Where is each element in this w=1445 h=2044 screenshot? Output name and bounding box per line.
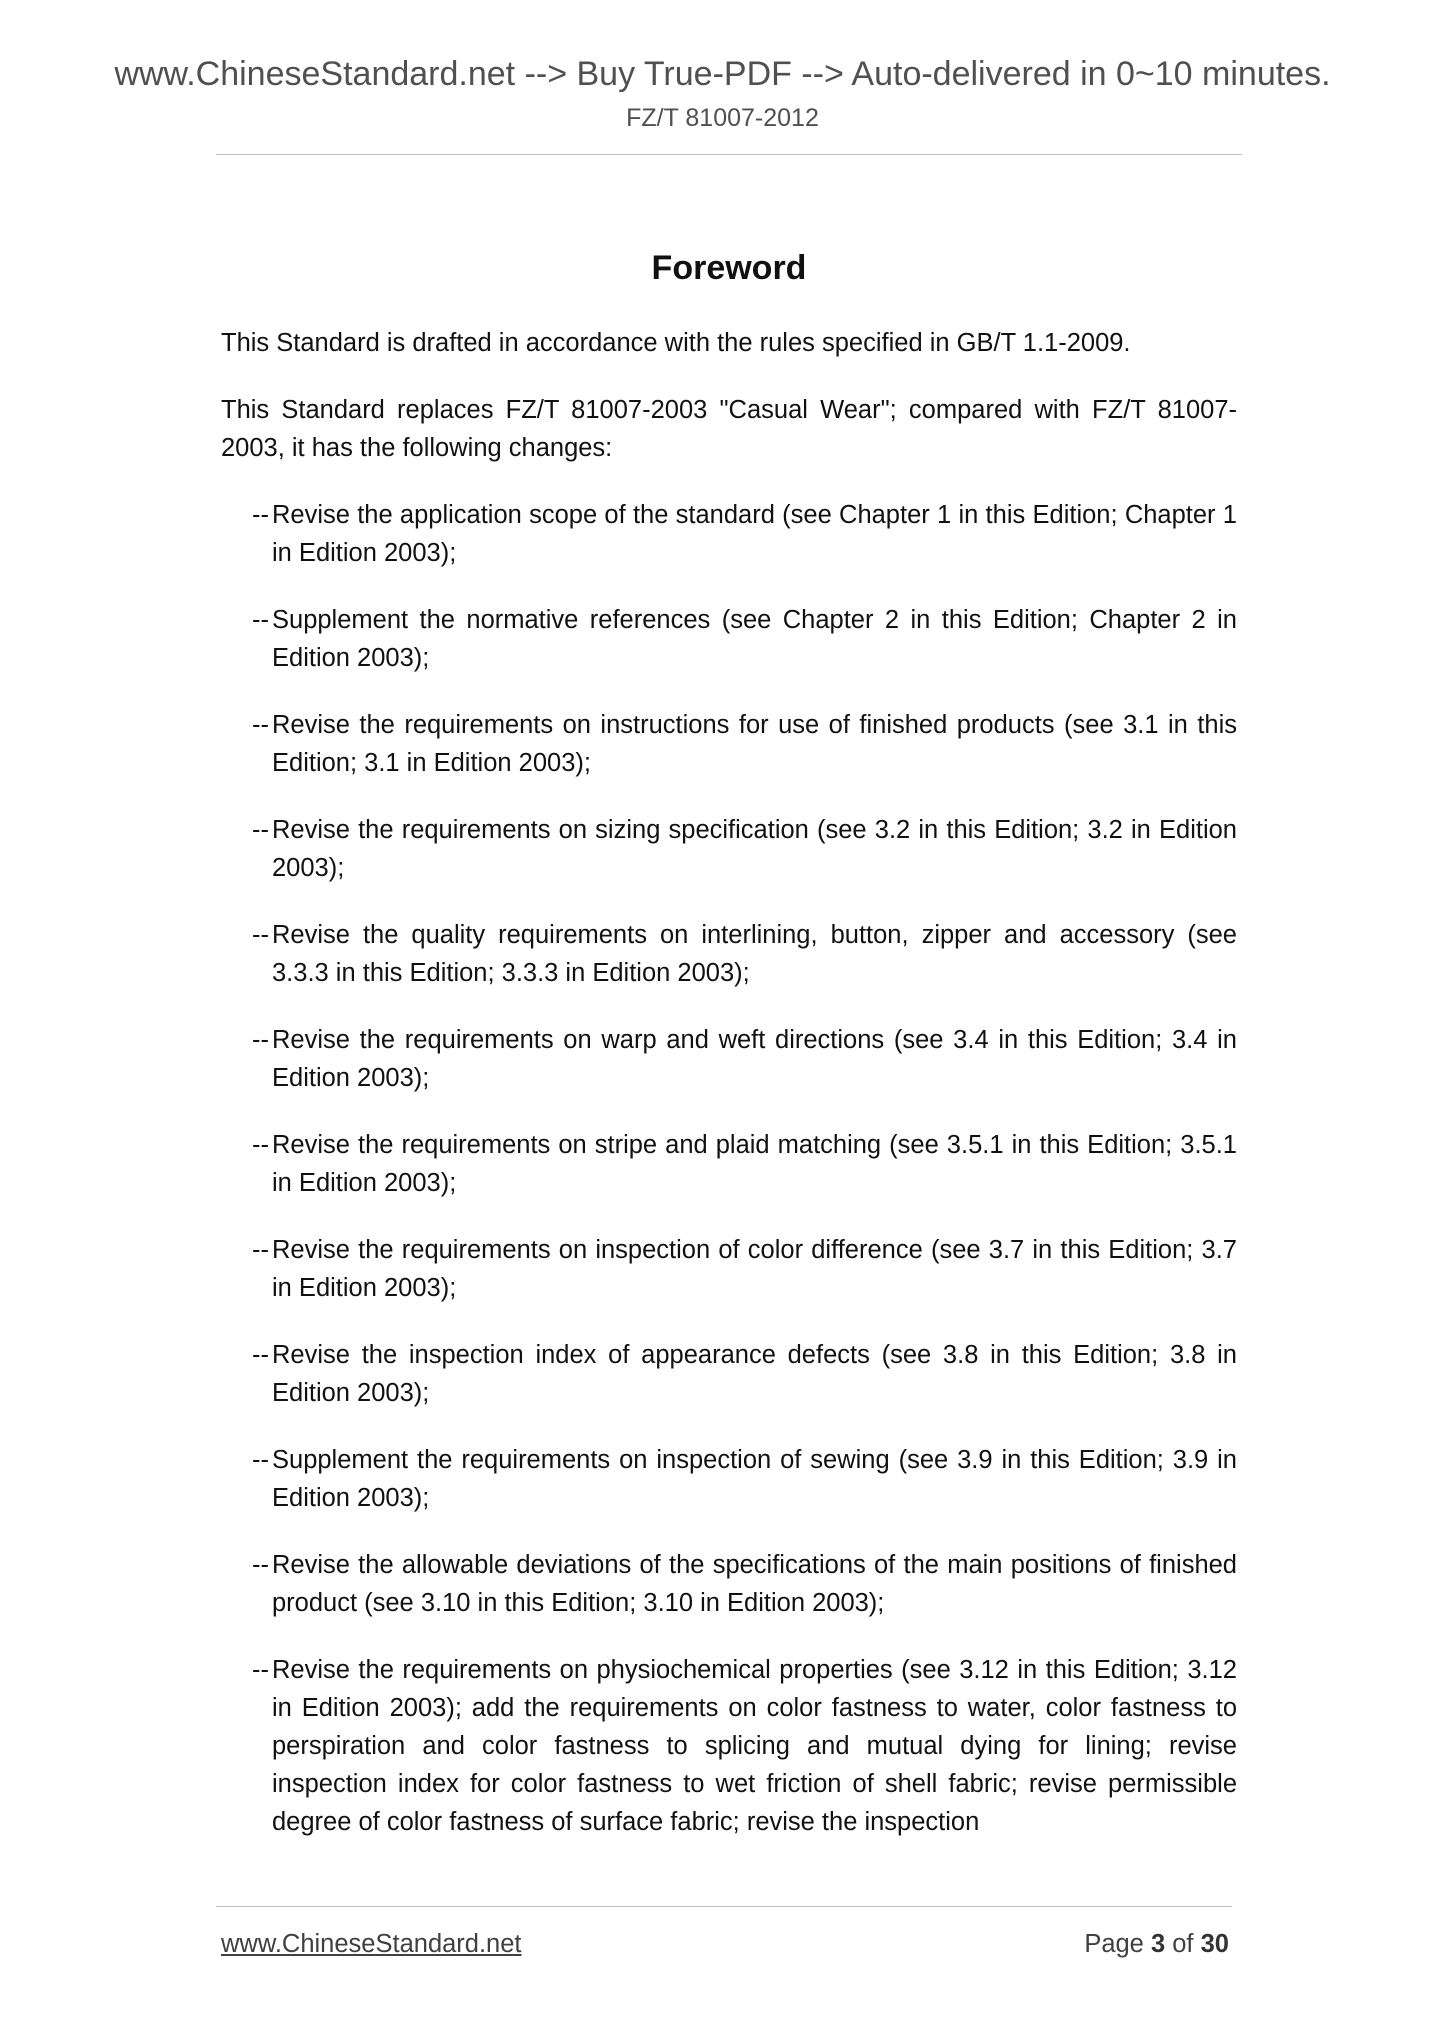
dash-marker: -- xyxy=(252,1026,269,1054)
page-current: 3 xyxy=(1150,1930,1166,1958)
list-item xyxy=(221,706,1237,782)
list-item xyxy=(221,1336,1237,1412)
list-item-text: Revise the allowable deviations of the specifications of the main positions of finished product (see 3.10 in this Edition; 3.10 in Edition 2003); xyxy=(272,1551,1237,1617)
list-item xyxy=(221,1021,1237,1097)
list-item-text: Supplement the normative references (see Chapter 2 in this Edition; Chapter 2 in Edition 2003); xyxy=(272,606,1237,672)
dash-marker: -- xyxy=(252,921,269,949)
dash-marker: -- xyxy=(252,606,269,634)
dash-marker: -- xyxy=(252,1236,269,1264)
page-of: of xyxy=(1172,1930,1194,1958)
dash-marker: -- xyxy=(252,1551,269,1579)
footer-website-link[interactable]: www.ChineseStandard.net xyxy=(221,1930,522,1958)
page-body xyxy=(221,240,1237,1870)
footer-divider xyxy=(216,1906,1232,1907)
header-divider xyxy=(216,154,1242,155)
dash-marker: -- xyxy=(252,501,269,529)
dash-marker: -- xyxy=(252,711,269,739)
list-item-text: Supplement the requirements on inspection of sewing (see 3.9 in this Edition; 3.9 in Edition 2003); xyxy=(272,1446,1237,1512)
list-item-text: Revise the requirements on stripe and plaid matching (see 3.5.1 in this Edition; 3.5.1 in Edition 2003); xyxy=(272,1131,1237,1197)
list-item-text: Revise the requirements on instructions for use of finished products (see 3.1 in this Edition; 3.1 in Edition 2003); xyxy=(272,711,1237,777)
dash-marker: -- xyxy=(252,1341,269,1369)
standard-code: FZ/T 81007-2012 xyxy=(626,104,819,132)
list-item xyxy=(221,1441,1237,1517)
dash-marker: -- xyxy=(252,1446,269,1474)
list-item xyxy=(221,916,1237,992)
list-item-text: Revise the requirements on sizing specification (see 3.2 in this Edition; 3.2 in Edition 2003); xyxy=(272,816,1237,882)
list-item xyxy=(221,1126,1237,1202)
list-item-text: Revise the quality requirements on interlining, button, zipper and accessory (see 3.3.3 in this Edition; 3.3.3 in Edition 2003); xyxy=(272,921,1237,987)
list-item xyxy=(221,811,1237,887)
dash-marker: -- xyxy=(252,1131,269,1159)
list-item-text: Revise the requirements on inspection of color difference (see 3.7 in this Edition; 3.7 in Edition 2003); xyxy=(272,1236,1237,1302)
page-total: 30 xyxy=(1200,1930,1229,1958)
list-item-text: Revise the inspection index of appearance defects (see 3.8 in this Edition; 3.8 in Edition 2003); xyxy=(272,1341,1237,1407)
page-title: Foreword xyxy=(651,249,807,287)
paragraph-replaces: This Standard replaces FZ/T 81007-2003 "Casual Wear"; compared with FZ/T 81007-2003, it has the following changes: xyxy=(221,396,1237,462)
list-item xyxy=(221,1231,1237,1307)
dash-marker: -- xyxy=(252,1656,269,1684)
list-item-text: Revise the application scope of the standard (see Chapter 1 in this Edition; Chapter 1 in Edition 2003); xyxy=(272,501,1237,567)
dash-marker: -- xyxy=(252,816,269,844)
paragraph-drafting-rules: This Standard is drafted in accordance with the rules specified in GB/T 1.1-2009. xyxy=(221,329,1131,357)
list-item xyxy=(221,496,1237,572)
page-prefix: Page xyxy=(1084,1930,1144,1958)
list-item xyxy=(221,1651,1237,1841)
list-item-text: Revise the requirements on physiochemical properties (see 3.12 in this Edition; 3.12 in Edition 2003); add the requirements on color fastness to water, color fastness to perspiration and color fastness to splicing and mutual dying for lining; revise inspection index for color fastness to wet friction of shell fabric; revise permissible degree of color fastness of surface fabric; revise the inspection xyxy=(272,1656,1237,1836)
list-item-text: Revise the requirements on warp and weft directions (see 3.4 in this Edition; 3.4 in Edition 2003); xyxy=(272,1026,1237,1092)
list-item xyxy=(221,601,1237,677)
changes-list xyxy=(221,496,1237,1841)
page-number xyxy=(1084,1928,1229,1960)
list-item xyxy=(221,1546,1237,1622)
header-banner: www.ChineseStandard.net --> Buy True-PDF --> Auto-delivered in 0~10 minutes. xyxy=(114,55,1331,93)
